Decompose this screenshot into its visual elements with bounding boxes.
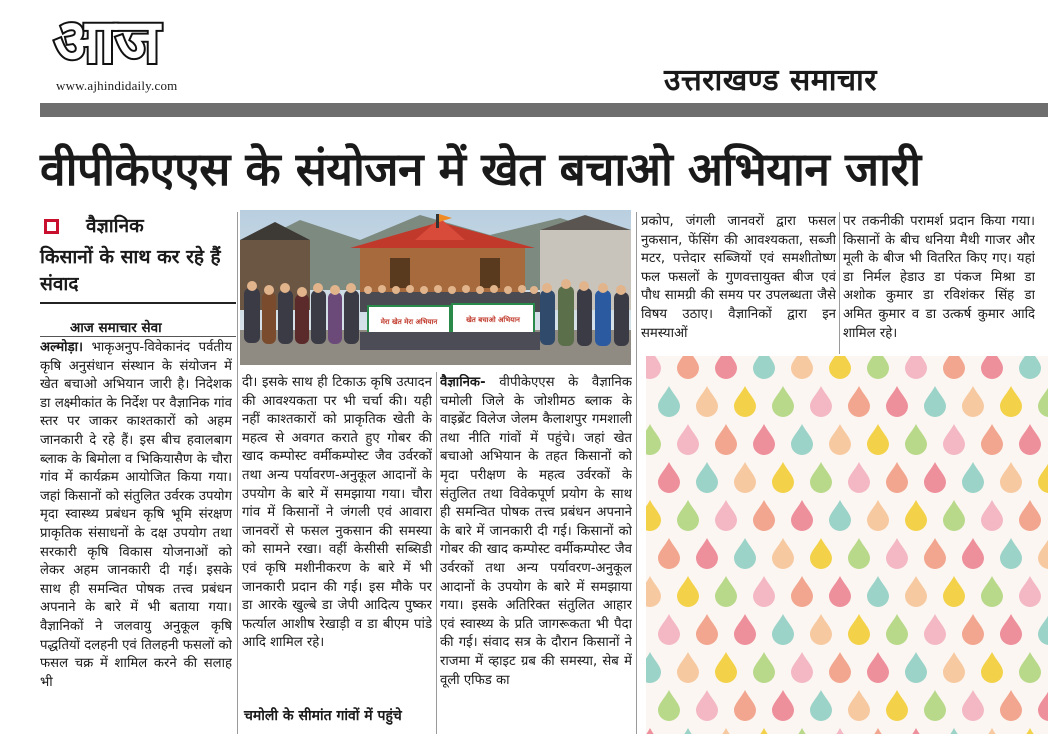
raindrop-shape (924, 690, 946, 721)
dateline: अल्मोड़ा। (40, 340, 84, 355)
raindrop-shape (753, 424, 775, 455)
raindrop-shape (962, 690, 984, 721)
raindrop-shape (696, 386, 718, 417)
raindrop-shape (829, 424, 851, 455)
raindrop-shape (1019, 652, 1041, 683)
subhead-rule (40, 302, 236, 304)
raindrop-shape (810, 690, 832, 721)
column-rule (237, 212, 238, 734)
raindrop-shape (1019, 728, 1041, 734)
raindrop-shape (677, 728, 699, 734)
aaj-logo[interactable] (50, 8, 225, 84)
raindrop-shape (943, 576, 965, 607)
raindrop-shape (1000, 690, 1022, 721)
raindrop-shape (981, 500, 1003, 531)
kicker: वैज्ञानिक (86, 215, 144, 237)
raindrop-shape (924, 462, 946, 493)
raindrop-shape (646, 500, 661, 531)
raindrop-shape (905, 576, 927, 607)
raindrop-shape (791, 500, 813, 531)
raindrop-shape (886, 386, 908, 417)
column-rule (636, 212, 637, 734)
raindrop-shape (867, 356, 889, 379)
raindrop-shape (658, 538, 680, 569)
article-column-2 (242, 374, 432, 706)
kicker-square-icon (44, 219, 59, 234)
raindrop-shape (905, 652, 927, 683)
raindrop-shape (658, 690, 680, 721)
subheadline: किसानों के साथ कर रहे हैं संवाद (40, 246, 221, 295)
raindrop-shape (646, 576, 661, 607)
raindrop-shape (753, 728, 775, 734)
raindrop-shape (1038, 690, 1048, 721)
raindrop-shape (943, 500, 965, 531)
raindrop-shape (734, 538, 756, 569)
column-text: भाकृअनुप-विवेकानंद पर्वतीय कृषि अनुसंधान संस्थान के संयोजन में खेत बचाओ अभियान जारी है। निदेशक डा लक्ष्मीकांत के निर्देश पर वैज्ञानिक गांव स्तर पर जाकर काश्तकारों को अहम जानकारी दे रहे हैं। इस बीच हवालबाग ब्लाक के बिमोला व भिकियासैण के चौरा गांव में कार्यक्रम आयोजित किया गया। जहां किसानों को संतुलित उर्वरक उपयोग मृदा स्वास्थ्य प्रबंधन कृषि भूमि संरक्षण प्राकृतिक संसाधनों के दक्ष उपयोग तथा सरकारी कृषि विकास योजनाओं को लेकर अहम जानकारी दी गई। इसके साथ ही समन्वित पोषक तत्त्व प्रबंधन अपनाने के बारे में भी बताया गया। वैज्ञानिकों ने जलवायु अनुकूल कृषि पद्धतियों दलहनी एवं तिलहनी फसलों को फसल चक्र में शामिल करने की सलाह भी (40, 340, 232, 690)
raindrop-shape (658, 614, 680, 645)
raindrop-shape (905, 356, 927, 379)
raindrop-shape (1038, 462, 1048, 493)
group-photo (240, 210, 631, 365)
raindrop-shape (646, 356, 661, 379)
raindrop-shape (715, 652, 737, 683)
column-rule (436, 372, 437, 734)
banner-left-text: मेरा खेत मेरा अभियान (380, 318, 438, 326)
raindrop-shape (677, 652, 699, 683)
column-rule (839, 212, 840, 354)
raindrop-shape (753, 500, 775, 531)
raindrop-shape (829, 356, 851, 379)
raindrop-shape (677, 424, 699, 455)
raindrop-shape (753, 652, 775, 683)
raindrop-shape (1038, 614, 1048, 645)
raindrop-shape (772, 538, 794, 569)
raindrop-shape (962, 386, 984, 417)
raindrop-shape (924, 538, 946, 569)
raindrop-shape (867, 500, 889, 531)
raindrop-shape (867, 652, 889, 683)
raindrop-shape (753, 576, 775, 607)
raindrop-shape (646, 728, 661, 734)
raindrop-shape (924, 614, 946, 645)
raindrop-shape (848, 538, 870, 569)
raindrop-shape (1019, 576, 1041, 607)
raindrop-shape (791, 576, 813, 607)
raindrop-shape (734, 690, 756, 721)
raindrop-shape (848, 614, 870, 645)
raindrop-shape (943, 728, 965, 734)
raindrop-shape (677, 576, 699, 607)
article-column-4 (641, 213, 836, 353)
raindrop-shape (1038, 538, 1048, 569)
raindrop-shape (715, 500, 737, 531)
raindrop-shape (791, 356, 813, 379)
raindrop-shape (867, 576, 889, 607)
raindrop-shape (962, 462, 984, 493)
raindrop-shape (772, 690, 794, 721)
raindrop-pattern-overlay (646, 356, 1048, 734)
raindrop-shape (696, 614, 718, 645)
raindrop-shape (886, 690, 908, 721)
raindrop-shape (981, 356, 1003, 379)
raindrop-shape (772, 614, 794, 645)
raindrop-shape (1000, 462, 1022, 493)
section-heading: उत्तराखण्ड समाचार (664, 63, 878, 98)
raindrop-shape (1019, 424, 1041, 455)
raindrop-shape (886, 614, 908, 645)
raindrop-shape (810, 386, 832, 417)
raindrop-shape (886, 538, 908, 569)
raindrop-shape (658, 386, 680, 417)
raindrop-shape (981, 728, 1003, 734)
raindrop-shape (924, 386, 946, 417)
raindrop-shape (696, 538, 718, 569)
raindrop-shape (791, 728, 813, 734)
raindrop-shape (696, 462, 718, 493)
raindrop-shape (677, 500, 699, 531)
raindrop-shape (848, 690, 870, 721)
article-headline: वीपीकेएएस के संयोजन में खेत बचाओ अभियान जारी (40, 142, 921, 196)
raindrop-shape (715, 728, 737, 734)
raindrop-shape (1000, 614, 1022, 645)
raindrop-shape (1019, 500, 1041, 531)
banner-right-text: खेत बचाओ अभियान (466, 316, 520, 324)
raindrop-shape (905, 500, 927, 531)
raindrop-shape (646, 424, 661, 455)
column-text: पर तकनीकी परामर्श प्रदान किया गया। किसानों के बीच धनिया मैथी गाजर और मूली के बीज भी वितरित किए गए। यहां डा निर्मल हेडाउ डा पंकज मिश्रा डा अशोक कुमार डा रविशंकर सिंह डा अमित कुमार व डा उत्कर्ष कुमार आदि शामिल रहे। (843, 214, 1035, 341)
byline-rule (40, 336, 236, 337)
raindrop-shape (943, 356, 965, 379)
article-column-3 (440, 374, 632, 734)
column-text: प्रकोप, जंगली जानवरों द्वारा फसल नुकसान, फेंसिंग की आवश्यकता, सब्जी मटर, पत्तेदार सब्जियों एवं समशीतोष्ण फल फसलों के गुणवत्तायुक्त बीज एवं पौध सामग्री की समय पर उपलब्धता जैसे विषय उठाए। वैज्ञानिकों द्वारा इन समस्याओं (641, 214, 836, 341)
raindrop-shape (829, 500, 851, 531)
raindrop-shape (791, 424, 813, 455)
article-column-5 (843, 213, 1035, 353)
raindrop-shape (810, 614, 832, 645)
raindrop-shape (810, 538, 832, 569)
raindrop-shape (1019, 356, 1041, 379)
raindrop-shape (848, 462, 870, 493)
raindrop-shape (829, 652, 851, 683)
raindrop-shape (1000, 386, 1022, 417)
raindrop-shape (772, 462, 794, 493)
raindrop-shape (715, 576, 737, 607)
raindrop-shape (829, 576, 851, 607)
raindrop-shape (734, 386, 756, 417)
byline: आज समाचार सेवा (70, 320, 162, 336)
raindrop-shape (734, 462, 756, 493)
raindrop-shape (867, 424, 889, 455)
raindrop-shape (753, 356, 775, 379)
raindrop-shape (981, 576, 1003, 607)
paragraph-lead: वैज्ञानिक- (440, 375, 486, 390)
raindrop-shape (696, 690, 718, 721)
raindrop-shape (981, 424, 1003, 455)
raindrop-shape (1038, 386, 1048, 417)
crosshead: चमोली के सीमांत गांवों में पहुंचे (244, 708, 402, 724)
raindrop-shape (734, 614, 756, 645)
raindrop-shape (772, 386, 794, 417)
raindrop-shape (1000, 538, 1022, 569)
website-url[interactable]: www.ajhindidaily.com (56, 78, 178, 93)
raindrop-shape (905, 424, 927, 455)
raindrop-shape (962, 538, 984, 569)
raindrop-shape (646, 652, 661, 683)
raindrop-shape (810, 462, 832, 493)
raindrop-shape (981, 652, 1003, 683)
article-column-1 (40, 339, 232, 734)
raindrop-shape (886, 462, 908, 493)
column-text: वीपीकेएएस के वैज्ञानिक चमोली जिले के जोशीमठ ब्लाक के वाइब्रेंट विलेज जेलम कैलाशपुर गमशाली तथा नीति गांवों में पहुंचे। जहां खेत बचाओ अभियान के तहत किसानों को मृदा परीक्षण के महत्व उर्वरकों के संतुलित तथा विवेकपूर्ण प्रयोग के साथ ही समन्वित पोषक तत्त्व प्रबंधन अपनाने के बारे में जानकारी दी गई। किसानों को गोबर की खाद कम्पोस्ट वर्मीकम्पोस्ट जैव उर्वरकों तथा अन्य पर्यावरण-अनुकूल आदानों के उपयोग के बारे में समझाया गया। इसके अतिरिक्त संतुलित आहार एवं स्वास्थ्य के प्रति जागरूकता भी पैदा की गई। संवाद सत्र के दौरान किसानों ने राजमा में व्हाइट ग्रब की समस्या, सेब में वूली एफिड का (440, 375, 632, 688)
raindrop-shape (658, 462, 680, 493)
raindrop-shape (791, 652, 813, 683)
raindrop-shape (677, 356, 699, 379)
raindrop-shape (715, 356, 737, 379)
raindrop-shape (848, 386, 870, 417)
raindrop-shape (905, 728, 927, 734)
raindrop-shape (943, 424, 965, 455)
column-text: दी। इसके साथ ही टिकाऊ कृषि उत्पादन की आवश्यकता पर भी चर्चा की। यही नहीं काश्तकारों को प्राकृतिक खेती के महत्व से अवगत कराते हुए गोबर की खाद कम्पोस्ट वर्मीकम्पोस्ट जैव उर्वरकों तथा अन्य पर्यावरण-अनुकूल आदानों के उपयोग के बारे में समझाया गया। चौरा गांव में किसानों ने जंगली एवं आवारा जानवरों से फसल नुकसान की समस्या को सामने रखा। वहीं केसीसी सब्सिडी एवं कृषि मशीनीकरण के बारे में भी जानकारी प्रदान की गई। इस मौके पर डा आरके खुल्बे डा जेपी आदित्य पुष्कर फर्त्याल आशीष रेखाड़ी व डा बीएम पांडे आदि शामिल रहे। (242, 375, 432, 651)
section-divider-bar (40, 103, 1048, 117)
logo-text: आज (54, 8, 160, 77)
raindrop-shape (867, 728, 889, 734)
raindrop-shape (829, 728, 851, 734)
raindrop-shape (715, 424, 737, 455)
raindrop-shape (962, 614, 984, 645)
raindrop-shape (943, 652, 965, 683)
